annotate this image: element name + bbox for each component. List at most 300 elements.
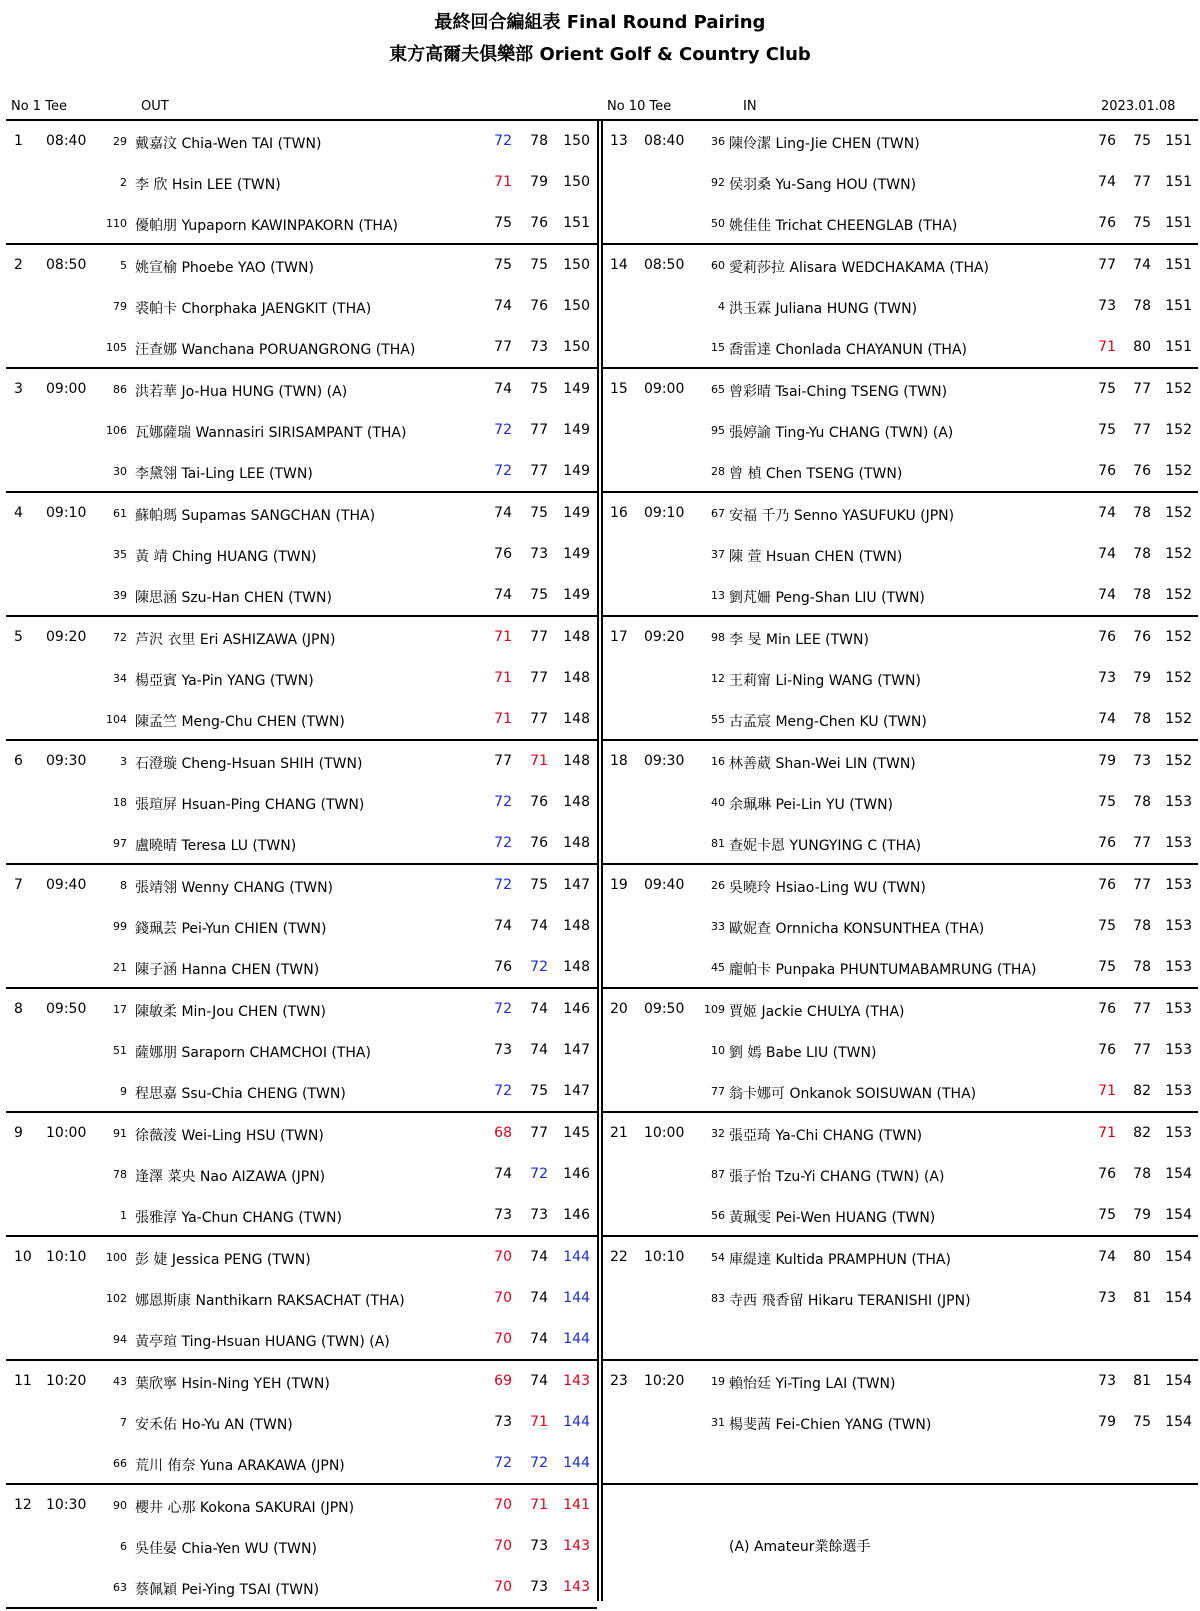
round2-score: 71 bbox=[530, 1414, 548, 1430]
player-row bbox=[0, 1485, 597, 1526]
total-score: 154 bbox=[1165, 1166, 1192, 1182]
round1-score: 74 bbox=[494, 1166, 512, 1182]
player-row bbox=[603, 823, 1200, 864]
player-name: 陳敏柔 Min-Jou CHEN (TWN) bbox=[135, 1004, 327, 1020]
player-name: 劉 嫣 Babe LIU (TWN) bbox=[729, 1045, 877, 1061]
player-name: 黃 靖 Ching HUANG (TWN) bbox=[135, 549, 317, 565]
round2-score: 75 bbox=[530, 587, 548, 603]
player-name: 李 欣 Hsin LEE (TWN) bbox=[135, 177, 281, 193]
total-score: 146 bbox=[563, 1207, 590, 1223]
player-id: 97 bbox=[113, 837, 127, 850]
round1-score: 76 bbox=[1098, 877, 1116, 893]
total-score: 150 bbox=[563, 298, 590, 314]
player-name: 張瑄屏 Hsuan-Ping CHANG (TWN) bbox=[135, 797, 365, 813]
round1-score: 72 bbox=[494, 1455, 512, 1471]
player-id: 83 bbox=[711, 1292, 725, 1305]
player-name: 劉芃姍 Peng-Shan LIU (TWN) bbox=[729, 590, 925, 606]
in-side-label: IN bbox=[743, 99, 757, 114]
total-score: 154 bbox=[1165, 1373, 1192, 1389]
group-number: 9 bbox=[14, 1125, 23, 1141]
round1-score: 75 bbox=[1098, 959, 1116, 975]
round2-score: 77 bbox=[1133, 174, 1151, 190]
round2-score: 71 bbox=[530, 1497, 548, 1513]
player-id: 12 bbox=[711, 672, 725, 685]
player-name: 楊斐茜 Fei-Chien YANG (TWN) bbox=[729, 1417, 932, 1433]
player-name: 櫻井 心那 Kokona SAKURAI (JPN) bbox=[135, 1500, 355, 1516]
group-number: 3 bbox=[14, 381, 23, 397]
round2-score: 75 bbox=[530, 257, 548, 273]
total-score: 152 bbox=[1165, 463, 1192, 479]
player-row bbox=[0, 617, 597, 658]
round2-score: 77 bbox=[1133, 381, 1151, 397]
player-id: 110 bbox=[106, 217, 127, 230]
round2-score: 77 bbox=[1133, 422, 1151, 438]
player-id: 72 bbox=[113, 631, 127, 644]
player-id: 105 bbox=[106, 341, 127, 354]
round2-score: 79 bbox=[1133, 1207, 1151, 1223]
total-score: 144 bbox=[563, 1249, 590, 1265]
round2-score: 80 bbox=[1133, 1249, 1151, 1265]
round2-score: 71 bbox=[530, 753, 548, 769]
tee-time: 10:00 bbox=[46, 1125, 87, 1141]
player-row bbox=[603, 575, 1200, 616]
player-name: 張婷諭 Ting-Yu CHANG (TWN) (A) bbox=[729, 425, 954, 441]
total-score: 148 bbox=[563, 918, 590, 934]
total-score: 153 bbox=[1165, 1042, 1192, 1058]
player-row bbox=[0, 699, 597, 740]
total-score: 153 bbox=[1165, 1083, 1192, 1099]
player-name: 陳 萱 Hsuan CHEN (TWN) bbox=[729, 549, 903, 565]
player-name: 安禾佑 Ho-Yu AN (TWN) bbox=[135, 1417, 293, 1433]
player-id: 90 bbox=[113, 1499, 127, 1512]
player-id: 28 bbox=[711, 465, 725, 478]
player-row bbox=[0, 245, 597, 286]
player-id: 10 bbox=[711, 1044, 725, 1057]
round2-score: 73 bbox=[530, 339, 548, 355]
round2-score: 78 bbox=[1133, 505, 1151, 521]
player-id: 50 bbox=[711, 217, 725, 230]
round1-score: 76 bbox=[1098, 1001, 1116, 1017]
player-row bbox=[0, 1319, 597, 1360]
total-score: 150 bbox=[563, 174, 590, 190]
player-name: 古孟宸 Meng-Chen KU (TWN) bbox=[729, 714, 927, 730]
round2-score: 74 bbox=[530, 1373, 548, 1389]
player-id: 35 bbox=[113, 548, 127, 561]
pairing-group bbox=[603, 865, 1200, 989]
round1-score: 72 bbox=[494, 1083, 512, 1099]
player-id: 79 bbox=[113, 300, 127, 313]
round1-score: 74 bbox=[1098, 546, 1116, 562]
in-panel bbox=[603, 121, 1200, 1603]
pairing-group bbox=[603, 741, 1200, 865]
round2-score: 78 bbox=[1133, 587, 1151, 603]
player-name: 徐薇淩 Wei-Ling HSU (TWN) bbox=[135, 1128, 324, 1144]
player-name: 姚宣榆 Phoebe YAO (TWN) bbox=[135, 260, 314, 276]
player-name: 賴怡廷 Yi-Ting LAI (TWN) bbox=[729, 1376, 896, 1392]
player-id: 87 bbox=[711, 1168, 725, 1181]
pairing-group bbox=[603, 245, 1200, 369]
round2-score: 77 bbox=[530, 629, 548, 645]
player-id: 54 bbox=[711, 1251, 725, 1264]
tee-time: 10:20 bbox=[644, 1373, 685, 1389]
player-row bbox=[0, 1071, 597, 1112]
player-name: 張雅淳 Ya-Chun CHANG (TWN) bbox=[135, 1210, 342, 1226]
player-name: 錢珮芸 Pei-Yun CHIEN (TWN) bbox=[135, 921, 327, 937]
player-name: 蘇帕瑪 Supamas SANGCHAN (THA) bbox=[135, 508, 376, 524]
round1-score: 72 bbox=[494, 794, 512, 810]
group-number: 21 bbox=[610, 1125, 628, 1141]
player-id: 4 bbox=[718, 300, 725, 313]
player-name: 林善葳 Shan-Wei LIN (TWN) bbox=[729, 756, 916, 772]
player-row bbox=[0, 451, 597, 492]
player-name: 王莉甯 Li-Ning WANG (TWN) bbox=[729, 673, 921, 689]
total-score: 152 bbox=[1165, 422, 1192, 438]
round2-score: 75 bbox=[1133, 133, 1151, 149]
round2-score: 74 bbox=[1133, 257, 1151, 273]
pairing-group bbox=[0, 1113, 597, 1237]
group-number: 16 bbox=[610, 505, 628, 521]
round2-score: 78 bbox=[1133, 959, 1151, 975]
tee-time: 08:50 bbox=[644, 257, 685, 273]
player-row bbox=[603, 989, 1200, 1030]
player-row bbox=[0, 1567, 597, 1608]
player-row bbox=[0, 989, 597, 1030]
title-line-2: 東方高爾夫俱樂部 Orient Golf & Country Club bbox=[389, 44, 811, 65]
player-name: 余珮琳 Pei-Lin YU (TWN) bbox=[729, 797, 894, 813]
player-name: 吳佳晏 Chia-Yen WU (TWN) bbox=[135, 1541, 317, 1557]
round1-score: 74 bbox=[494, 381, 512, 397]
player-row bbox=[603, 1030, 1200, 1071]
round2-score: 73 bbox=[1133, 753, 1151, 769]
pairing-group bbox=[0, 369, 597, 493]
player-id: 91 bbox=[113, 1127, 127, 1140]
player-name: 洪玉霖 Juliana HUNG (TWN) bbox=[729, 301, 918, 317]
player-id: 29 bbox=[113, 135, 127, 148]
group-number: 8 bbox=[14, 1001, 23, 1017]
round1-score: 69 bbox=[494, 1373, 512, 1389]
player-row bbox=[603, 245, 1200, 286]
player-row bbox=[603, 617, 1200, 658]
round2-score: 77 bbox=[1133, 1001, 1151, 1017]
tee-time: 09:00 bbox=[644, 381, 685, 397]
player-row bbox=[0, 162, 597, 203]
player-name: 優帕朋 Yupaporn KAWINPAKORN (THA) bbox=[135, 218, 398, 234]
player-row bbox=[0, 1361, 597, 1402]
player-row bbox=[603, 410, 1200, 451]
round2-score: 73 bbox=[530, 1538, 548, 1554]
total-score: 146 bbox=[563, 1001, 590, 1017]
tee-time: 10:10 bbox=[46, 1249, 87, 1265]
round2-score: 75 bbox=[1133, 1414, 1151, 1430]
player-id: 18 bbox=[113, 796, 127, 809]
player-name: 張亞琦 Ya-Chi CHANG (TWN) bbox=[729, 1128, 923, 1144]
player-row bbox=[0, 1154, 597, 1195]
total-score: 153 bbox=[1165, 918, 1192, 934]
player-name: 蔡佩穎 Pei-Ying TSAI (TWN) bbox=[135, 1582, 320, 1598]
total-score: 152 bbox=[1165, 670, 1192, 686]
pairing-group bbox=[0, 989, 597, 1113]
player-row bbox=[0, 1195, 597, 1236]
group-number: 11 bbox=[14, 1373, 32, 1389]
tee-time: 09:50 bbox=[46, 1001, 87, 1017]
round1-score: 70 bbox=[494, 1249, 512, 1265]
player-row bbox=[603, 906, 1200, 947]
round1-score: 77 bbox=[494, 339, 512, 355]
round1-score: 74 bbox=[494, 505, 512, 521]
player-name: 戴嘉汶 Chia-Wen TAI (TWN) bbox=[135, 136, 322, 152]
player-row bbox=[603, 1113, 1200, 1154]
round1-score: 73 bbox=[1098, 670, 1116, 686]
round2-score: 78 bbox=[1133, 1166, 1151, 1182]
tee-time: 09:20 bbox=[46, 629, 87, 645]
round1-score: 71 bbox=[1098, 1083, 1116, 1099]
round1-score: 75 bbox=[1098, 422, 1116, 438]
round1-score: 72 bbox=[494, 835, 512, 851]
player-id: 21 bbox=[113, 961, 127, 974]
total-score: 148 bbox=[563, 959, 590, 975]
player-name: 娜恩斯康 Nanthikarn RAKSACHAT (THA) bbox=[135, 1293, 405, 1309]
total-score: 153 bbox=[1165, 959, 1192, 975]
round2-score: 80 bbox=[1133, 339, 1151, 355]
pairing-group bbox=[0, 121, 597, 245]
round1-score: 75 bbox=[1098, 381, 1116, 397]
round1-score: 71 bbox=[1098, 339, 1116, 355]
player-id: 55 bbox=[711, 713, 725, 726]
player-row bbox=[0, 410, 597, 451]
round2-score: 74 bbox=[530, 918, 548, 934]
round2-score: 74 bbox=[530, 1249, 548, 1265]
player-name: 姚佳佳 Trichat CHEENGLAB (THA) bbox=[729, 218, 958, 234]
player-row bbox=[0, 121, 597, 162]
total-score: 143 bbox=[563, 1538, 590, 1554]
round2-score: 73 bbox=[530, 1579, 548, 1595]
round2-score: 75 bbox=[530, 1083, 548, 1099]
player-id: 15 bbox=[711, 341, 725, 354]
round1-score: 68 bbox=[494, 1125, 512, 1141]
player-id: 26 bbox=[711, 879, 725, 892]
round1-score: 76 bbox=[494, 959, 512, 975]
player-row bbox=[603, 451, 1200, 492]
round1-score: 73 bbox=[1098, 298, 1116, 314]
round1-score: 73 bbox=[1098, 1290, 1116, 1306]
round1-score: 79 bbox=[1098, 1414, 1116, 1430]
total-score: 150 bbox=[563, 133, 590, 149]
total-score: 141 bbox=[563, 1497, 590, 1513]
round2-score: 78 bbox=[1133, 918, 1151, 934]
player-id: 39 bbox=[113, 589, 127, 602]
round1-score: 76 bbox=[1098, 215, 1116, 231]
pairing-group bbox=[0, 617, 597, 741]
player-row bbox=[603, 534, 1200, 575]
total-score: 152 bbox=[1165, 546, 1192, 562]
player-row bbox=[603, 493, 1200, 534]
total-score: 148 bbox=[563, 670, 590, 686]
round2-score: 79 bbox=[530, 174, 548, 190]
total-score: 147 bbox=[563, 1042, 590, 1058]
total-score: 148 bbox=[563, 835, 590, 851]
round2-score: 77 bbox=[530, 711, 548, 727]
player-row bbox=[0, 658, 597, 699]
group-number: 2 bbox=[14, 257, 23, 273]
round1-score: 75 bbox=[494, 257, 512, 273]
player-name: 石澄璇 Cheng-Hsuan SHIH (TWN) bbox=[135, 756, 363, 772]
round2-score: 78 bbox=[530, 133, 548, 149]
total-score: 152 bbox=[1165, 629, 1192, 645]
round1-score: 74 bbox=[494, 587, 512, 603]
player-row bbox=[0, 1113, 597, 1154]
group-number: 12 bbox=[14, 1497, 32, 1513]
round1-score: 79 bbox=[1098, 753, 1116, 769]
total-score: 147 bbox=[563, 1083, 590, 1099]
player-row bbox=[603, 1278, 1200, 1319]
total-score: 151 bbox=[1165, 133, 1192, 149]
player-name: 張子怡 Tzu-Yi CHANG (TWN) (A) bbox=[729, 1169, 945, 1185]
in-tee-label: No 10 Tee bbox=[607, 99, 672, 114]
group-number: 6 bbox=[14, 753, 23, 769]
round1-score: 75 bbox=[1098, 1207, 1116, 1223]
player-name: 安福 千乃 Senno YASUFUKU (JPN) bbox=[729, 508, 955, 524]
player-id: 61 bbox=[113, 507, 127, 520]
total-score: 144 bbox=[563, 1290, 590, 1306]
round1-score: 74 bbox=[1098, 1249, 1116, 1265]
group-number: 4 bbox=[14, 505, 23, 521]
player-name: 曾 楨 Chen TSENG (TWN) bbox=[729, 466, 903, 482]
tee-time: 09:40 bbox=[46, 877, 87, 893]
group-number: 22 bbox=[610, 1249, 628, 1265]
total-score: 152 bbox=[1165, 711, 1192, 727]
pairing-group bbox=[603, 1237, 1200, 1361]
player-name: 逢澤 菜央 Nao AIZAWA (JPN) bbox=[135, 1169, 326, 1185]
player-id: 43 bbox=[113, 1375, 127, 1388]
player-row bbox=[0, 286, 597, 327]
player-name: 寺西 飛香留 Hikaru TERANISHI (JPN) bbox=[729, 1293, 971, 1309]
total-score: 149 bbox=[563, 546, 590, 562]
round2-score: 79 bbox=[1133, 670, 1151, 686]
player-row bbox=[603, 1237, 1200, 1278]
round1-score: 73 bbox=[494, 1414, 512, 1430]
player-id: 67 bbox=[711, 507, 725, 520]
player-id: 5 bbox=[120, 259, 127, 272]
group-number: 5 bbox=[14, 629, 23, 645]
pairing-group bbox=[0, 865, 597, 989]
player-id: 6 bbox=[120, 1540, 127, 1553]
round2-score: 78 bbox=[1133, 298, 1151, 314]
tee-time: 09:50 bbox=[644, 1001, 685, 1017]
player-id: 34 bbox=[113, 672, 127, 685]
round2-score: 77 bbox=[530, 422, 548, 438]
round2-score: 73 bbox=[530, 546, 548, 562]
player-name: 楊亞賓 Ya-Pin YANG (TWN) bbox=[135, 673, 314, 689]
player-row bbox=[0, 327, 597, 368]
total-score: 143 bbox=[563, 1373, 590, 1389]
player-id: 60 bbox=[711, 259, 725, 272]
player-id: 104 bbox=[106, 713, 127, 726]
total-score: 147 bbox=[563, 877, 590, 893]
player-name: 汪查娜 Wanchana PORUANGRONG (THA) bbox=[135, 342, 416, 358]
round2-score: 77 bbox=[1133, 1042, 1151, 1058]
player-name: 程思嘉 Ssu-Chia CHENG (TWN) bbox=[135, 1086, 346, 1102]
player-row bbox=[603, 1071, 1200, 1112]
total-score: 149 bbox=[563, 505, 590, 521]
player-id: 1 bbox=[120, 1209, 127, 1222]
total-score: 149 bbox=[563, 463, 590, 479]
title-line-1: 最終回合編組表 Final Round Pairing bbox=[434, 12, 766, 33]
player-id: 77 bbox=[711, 1085, 725, 1098]
player-row bbox=[0, 782, 597, 823]
group-separator bbox=[603, 1483, 1198, 1485]
tee-time: 09:30 bbox=[644, 753, 685, 769]
tee-time: 08:50 bbox=[46, 257, 87, 273]
player-row bbox=[603, 1402, 1200, 1443]
player-name: 龐帕卡 Punpaka PHUNTUMABAMRUNG (THA) bbox=[729, 962, 1037, 978]
player-row bbox=[603, 1154, 1200, 1195]
player-id: 16 bbox=[711, 755, 725, 768]
out-panel bbox=[0, 121, 597, 1603]
player-name: 喬雷達 Chonlada CHAYANUN (THA) bbox=[729, 342, 967, 358]
group-number: 1 bbox=[14, 133, 23, 149]
player-row bbox=[0, 369, 597, 410]
round1-score: 74 bbox=[1098, 711, 1116, 727]
pairing-group bbox=[603, 1361, 1200, 1485]
round2-score: 72 bbox=[530, 1166, 548, 1182]
player-id: 81 bbox=[711, 837, 725, 850]
player-id: 40 bbox=[711, 796, 725, 809]
round2-score: 76 bbox=[530, 835, 548, 851]
group-number: 18 bbox=[610, 753, 628, 769]
player-id: 32 bbox=[711, 1127, 725, 1140]
player-row bbox=[0, 203, 597, 244]
player-name: 賈姬 Jackie CHULYA (THA) bbox=[729, 1004, 905, 1020]
pairing-group bbox=[0, 741, 597, 865]
total-score: 153 bbox=[1165, 1125, 1192, 1141]
pairing-group bbox=[0, 1485, 597, 1609]
round2-score: 78 bbox=[1133, 711, 1151, 727]
pairing-group bbox=[603, 121, 1200, 245]
player-name: 查妮卡恩 YUNGYING C (THA) bbox=[729, 838, 922, 854]
round1-score: 76 bbox=[1098, 1042, 1116, 1058]
player-id: 30 bbox=[113, 465, 127, 478]
player-name: 黃亭瑄 Ting-Hsuan HUANG (TWN) (A) bbox=[135, 1334, 390, 1350]
group-number: 17 bbox=[610, 629, 628, 645]
player-row bbox=[603, 1361, 1200, 1402]
player-id: 102 bbox=[106, 1292, 127, 1305]
player-row bbox=[0, 1526, 597, 1567]
tee-time: 08:40 bbox=[644, 133, 685, 149]
player-row bbox=[0, 823, 597, 864]
round2-score: 74 bbox=[530, 1331, 548, 1347]
group-number: 23 bbox=[610, 1373, 628, 1389]
round1-score: 73 bbox=[494, 1042, 512, 1058]
player-name: 葉欣寧 Hsin-Ning YEH (TWN) bbox=[135, 1376, 330, 1392]
group-number: 14 bbox=[610, 257, 628, 273]
player-id: 100 bbox=[106, 1251, 127, 1264]
round2-score: 75 bbox=[1133, 215, 1151, 231]
player-id: 37 bbox=[711, 548, 725, 561]
player-name: 陳孟竺 Meng-Chu CHEN (TWN) bbox=[135, 714, 345, 730]
round2-score: 77 bbox=[530, 670, 548, 686]
player-id: 92 bbox=[711, 176, 725, 189]
pairing-group bbox=[0, 493, 597, 617]
player-row bbox=[603, 121, 1200, 162]
round1-score: 74 bbox=[1098, 587, 1116, 603]
out-side-label: OUT bbox=[141, 99, 169, 114]
round2-score: 75 bbox=[530, 877, 548, 893]
total-score: 152 bbox=[1165, 753, 1192, 769]
player-id: 65 bbox=[711, 383, 725, 396]
round1-score: 72 bbox=[494, 463, 512, 479]
player-id: 98 bbox=[711, 631, 725, 644]
round1-score: 70 bbox=[494, 1290, 512, 1306]
